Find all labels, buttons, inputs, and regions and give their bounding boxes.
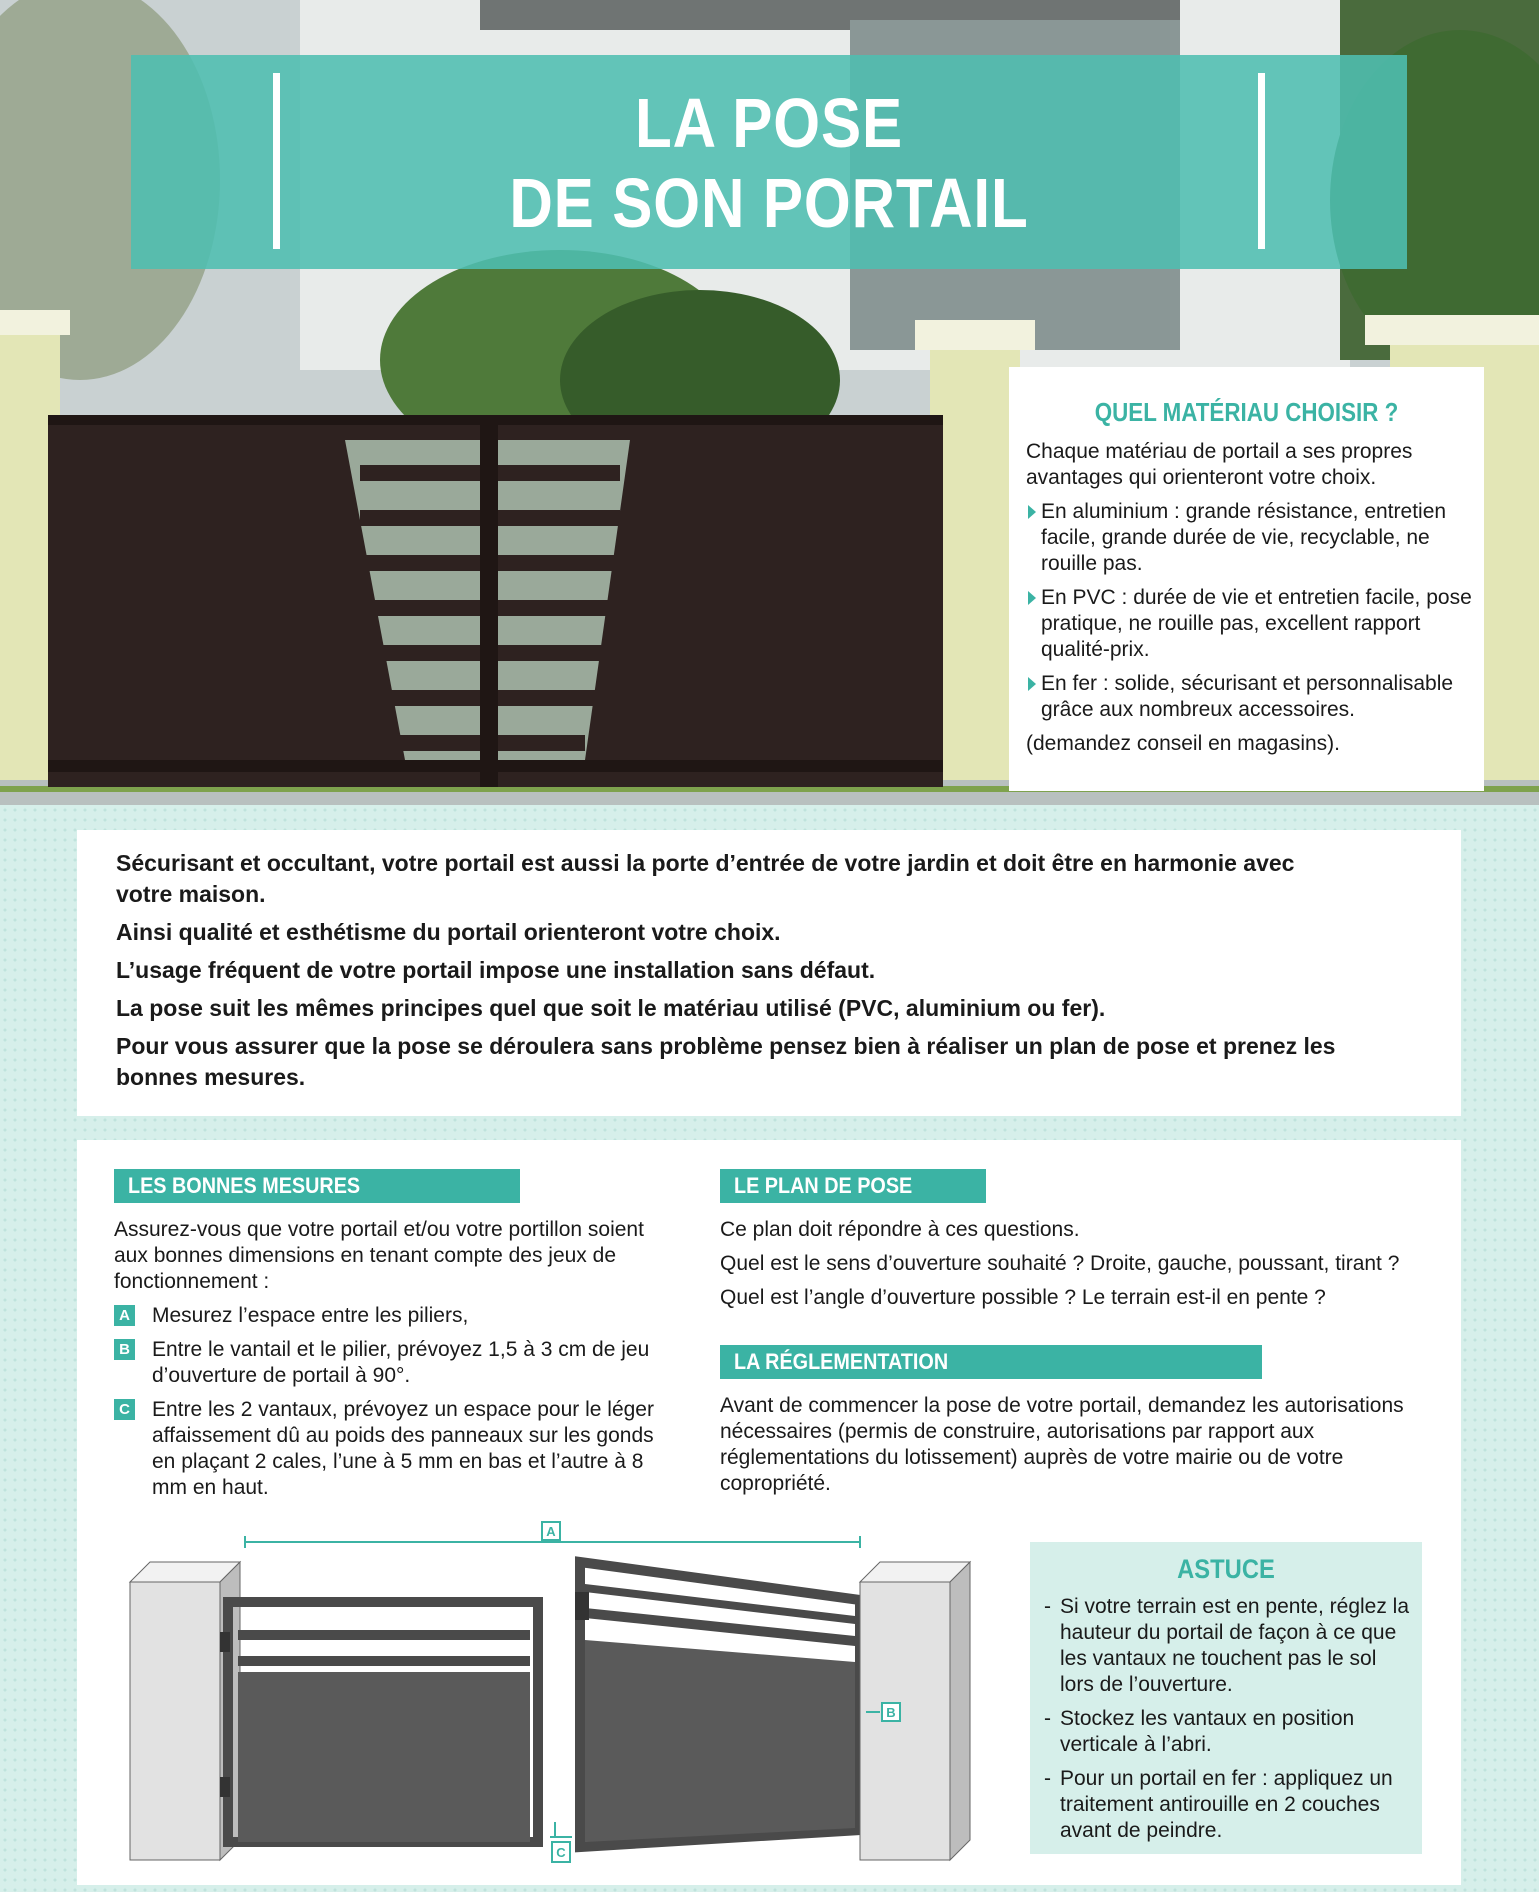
reglementation-heading [720,1345,1262,1379]
intro-box [77,830,1461,1116]
material-body [1026,439,1476,765]
letter-badge-c: C [114,1399,135,1420]
astuce-box [1030,1542,1422,1854]
intro-paragraph-3: L’usage fréquent de votre portail impose une installation sans défaut. [116,957,876,983]
reglementation-column [720,1393,1420,1505]
title-banner [131,55,1407,269]
mesures-item-b [114,1337,674,1389]
material-note: (demandez conseil en magasins). [1026,732,1340,755]
left-pillar [130,1582,220,1860]
mesures-item-b-text: Entre le vantail et le pilier, prévoyez 1,5 à 3 cm de jeu d’ouverture de portail à 90°. [152,1338,650,1387]
intro-paragraph-5: Pour vous assurer que la pose se déroulera sans problème pensez bien à réaliser un plan de pose et prenez les bonnes mesures. [116,1033,1336,1090]
mesures-item-c [114,1397,674,1501]
plan-column [720,1217,1420,1319]
title-line-2: DE SON PORTAIL [509,164,1029,242]
page-title [220,83,1317,243]
intro-paragraph-1: Sécurisant et occultant, votre portail est aussi la porte d’entrée de votre jardin et doit être en harmonie avec votre maison. [116,850,1295,907]
astuce-title: ASTUCE [1177,1554,1275,1584]
letter-badge-b: B [114,1339,135,1360]
material-item-pvc: En PVC : durée de vie et entretien facile, pose pratique, ne rouille pas, excellent rapport qualité-prix. [1026,585,1476,663]
gate-diagram-svg [120,1512,980,1872]
plan-line-3: Quel est l’angle d’ouverture possible ? Le terrain est-il en pente ? [720,1286,1326,1309]
plan-line-2: Quel est le sens d’ouverture souhaité ? Droite, gauche, poussant, tirant ? [720,1252,1400,1275]
plan-heading [720,1169,986,1203]
astuce-item-1: - Si votre terrain est en pente, réglez la hauteur du portail de façon à ce que les vantaux ne touchent pas le sol lors de l’ouverture. [1044,1594,1416,1698]
material-item-aluminium: En aluminium : grande résistance, entretien facile, grande durée de vie, recyclable, ne rouille pas. [1026,499,1476,577]
diagram-label-a: A [546,1524,556,1539]
right-pillar [860,1582,950,1860]
material-intro: Chaque matériau de portail a ses propres avantages qui orienteront votre choix. [1026,440,1413,489]
plan-heading-text: LE PLAN DE POSE [734,1173,913,1198]
mesures-heading-text: LES BONNES MESURES [128,1173,361,1198]
mesures-item-a [114,1303,674,1329]
mesures-item-a-text: Mesurez l’espace entre les piliers, [152,1304,469,1327]
intro-paragraph-4: La pose suit les mêmes principes quel que soit le matériau utilisé (PVC, aluminium ou fer). [116,995,1106,1021]
mesures-column [114,1217,674,1509]
gate-diagram [120,1512,980,1872]
title-line-1: LA POSE [634,84,904,162]
astuce-item-3: - Pour un portail en fer : appliquez un traitement antirouille en 2 couches avant de peindre. [1044,1766,1416,1844]
intro-paragraph-2: Ainsi qualité et esthétisme du portail orienteront votre choix. [116,919,781,945]
plan-line-1: Ce plan doit répondre à ces questions. [720,1218,1080,1241]
material-item-fer: En fer : solide, sécurisant et personnalisable grâce aux nombreux accessoires. [1026,671,1476,723]
material-box [1009,367,1484,791]
material-title: QUEL MATÉRIAU CHOISIR ? [1094,397,1399,427]
mesures-item-c-text: Entre les 2 vantaux, prévoyez un espace pour le léger affaissement dû au poids des panneaux sur les gonds en plaçant 2 cales, l’une à 5 mm en bas et l’autre à 8 mm en haut. [152,1398,654,1499]
mesures-heading [114,1169,520,1203]
letter-badge-a: A [114,1305,135,1326]
reglementation-text: Avant de commencer la pose de votre portail, demandez les autorisations nécessaires (permis de construire, autorisations par rapport aux réglementations du lotissement) auprès de votre mairie ou de votre copropriété. [720,1394,1404,1495]
reglementation-heading-text: LA RÉGLEMENTATION [734,1349,949,1374]
astuce-item-2: - Stockez les vantaux en position verticale à l’abri. [1044,1706,1416,1758]
mesures-intro: Assurez-vous que votre portail et/ou votre portillon soient aux bonnes dimensions en tenant compte des jeux de fonctionnement : [114,1218,644,1293]
diagram-label-c: C [556,1845,566,1860]
intro-text [116,848,1346,1100]
astuce-body [1044,1594,1416,1852]
diagram-label-b: B [886,1705,896,1720]
